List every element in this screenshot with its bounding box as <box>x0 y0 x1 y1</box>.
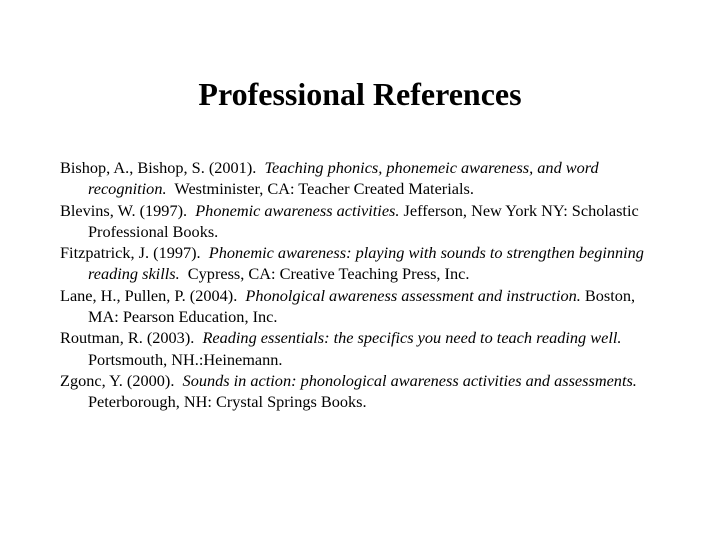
reference-title: Phonemic awareness activities. <box>195 200 400 220</box>
reference-title: Sounds in action: phonological awareness activities and assessments. <box>182 370 637 390</box>
reference-publisher: Peterborough, NH: Crystal Springs Books. <box>88 392 367 412</box>
reference-authors: Routman, R. (2003). <box>60 328 195 348</box>
reference-title: Teaching phonics, phonemeic awareness, and word recognition. <box>88 158 599 199</box>
reference-item <box>60 157 660 200</box>
reference-title: Phonolgical awareness assessment and instruction. <box>245 285 581 305</box>
reference-authors: Fitzpatrick, J. (1997). <box>60 243 201 263</box>
reference-item <box>60 200 660 243</box>
page-title: Professional References <box>198 76 522 112</box>
reference-item <box>60 285 660 328</box>
reference-title: Reading essentials: the specifics you need to teach reading well. <box>202 328 622 348</box>
reference-item <box>60 242 660 285</box>
reference-publisher: Cypress, CA: Creative Teaching Press, Inc. <box>187 264 470 284</box>
reference-publisher: Westminister, CA: Teacher Created Materials. <box>174 179 474 199</box>
reference-publisher: Portsmouth, NH.:Heinemann. <box>88 349 283 369</box>
reference-list <box>60 157 660 413</box>
reference-publisher: Jefferson, New York NY: Scholastic Professional Books. <box>88 200 639 241</box>
reference-authors: Lane, H., Pullen, P. (2004). <box>60 285 238 305</box>
reference-authors: Bishop, A., Bishop, S. (2001). <box>60 158 257 177</box>
reference-title: Phonemic awareness: playing with sounds to strengthen beginning reading skills. <box>88 243 644 284</box>
reference-item <box>60 370 660 413</box>
reference-publisher: Boston, MA: Pearson Education, Inc. <box>88 285 636 327</box>
reference-authors: Zgonc, Y. (2000). <box>60 370 175 390</box>
reference-authors: Blevins, W. (1997). <box>60 200 188 220</box>
reference-item <box>60 327 660 370</box>
